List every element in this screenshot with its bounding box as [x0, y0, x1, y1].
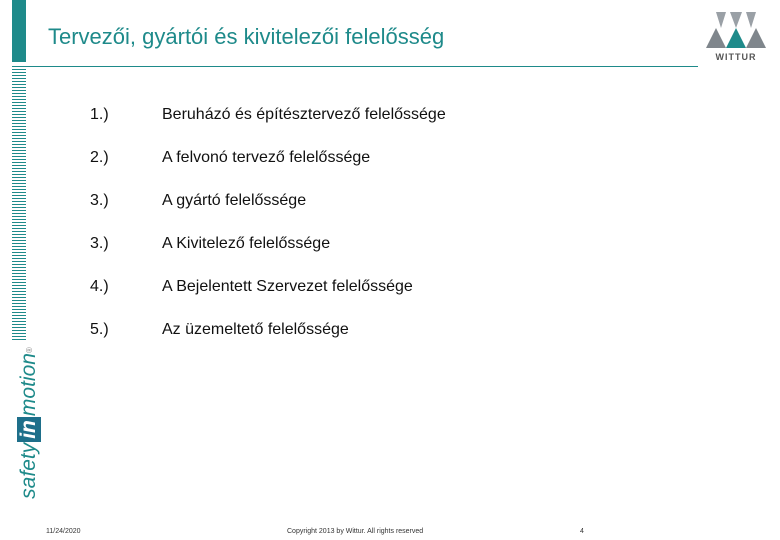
item-number: 1.) — [90, 106, 109, 123]
item-number: 5.) — [90, 321, 109, 338]
footer-date: 11/24/2020 — [46, 528, 81, 535]
item-text: A gyártó felelőssége — [162, 192, 307, 209]
item-number: 3.) — [90, 235, 109, 252]
decorative-stripes — [12, 66, 26, 342]
page-title: Tervezői, gyártói és kivitelezői felelősség — [48, 24, 445, 49]
title-divider — [26, 66, 698, 67]
list-item — [90, 229, 330, 259]
footer-copyright: Copyright 2013 by Wittur. All rights reserved — [287, 528, 424, 535]
footer-page-number: 4 — [580, 528, 584, 535]
list-item — [90, 186, 306, 216]
item-text: A Bejelentett Szervezet felelőssége — [162, 278, 413, 295]
safety-in-motion-tagline — [16, 348, 42, 498]
item-number: 2.) — [90, 149, 109, 166]
item-text: Az üzemeltető felelőssége — [162, 321, 349, 338]
item-number: 3.) — [90, 192, 109, 209]
item-text: A felvonó tervező felelőssége — [162, 149, 371, 166]
item-text: A Kivitelező felelőssége — [162, 235, 331, 252]
item-text: Beruházó és építésztervező felelőssége — [162, 106, 446, 123]
list-item — [90, 272, 413, 302]
item-number: 4.) — [90, 278, 109, 295]
tagline-motion: motion — [17, 353, 40, 417]
list-item — [90, 100, 446, 130]
list-item — [90, 315, 349, 345]
list-item — [90, 143, 370, 173]
registered-mark: ® — [24, 347, 34, 354]
tagline-in: in — [17, 417, 41, 442]
logo-wordmark: WITTUR — [715, 52, 757, 62]
accent-bar — [12, 0, 26, 62]
tagline-safety: safety — [17, 442, 40, 499]
